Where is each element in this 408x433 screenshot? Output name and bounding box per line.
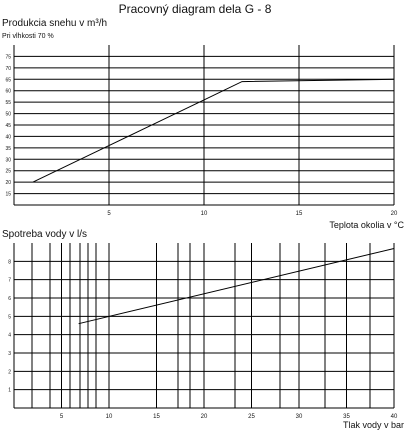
bottom-y-tick-label: 1 [8,387,11,394]
bottom-x-tick-label: 15 [153,414,160,420]
top-y-tick-label: 75 [5,54,11,61]
top-y-tick-label: 35 [5,145,11,152]
top-y-tick-label: 45 [5,123,11,129]
bottom-y-axis-label: Spotreba vody v l/s [2,229,88,240]
top-y-tick-label: 15 [5,191,11,198]
bottom-y-tick-label: 3 [8,351,11,357]
top-plot-area [5,45,398,217]
bottom-y-tick-label: 8 [8,259,11,266]
top-y-tick-label: 50 [5,111,11,118]
bottom-x-axis-label: Tlak vody v bar [342,420,404,430]
bottom-x-tick-label: 35 [343,414,350,420]
bottom-x-tick-label: 40 [390,414,398,420]
top-y-tick-label: 65 [5,77,11,84]
top-y-tick-label: 30 [5,157,11,164]
chart-title: Pracovný diagram dela G - 8 [118,2,272,16]
top-y-tick-label: 20 [5,180,11,187]
top-x-tick-label: 5 [107,211,111,217]
top-x-tick-label: 15 [295,211,303,217]
bottom-y-tick-label: 6 [8,296,11,302]
top-x-axis-label: Teplota okolia v °C [329,220,404,230]
top-y-tick-label: 25 [5,168,11,175]
top-y-axis-label: Produkcia snehu v m³/h [2,18,108,29]
bottom-y-tick-label: 5 [8,314,11,321]
top-y-tick-label: 70 [5,65,11,72]
bottom-x-tick-label: 10 [105,414,113,420]
top-x-tick-label: 10 [200,211,208,217]
bottom-plot-area [8,243,398,420]
bottom-x-tick-label: 20 [200,414,208,420]
top-subtitle: Pri vlhkosti 70 % [2,33,54,40]
top-y-tick-label: 55 [5,100,11,107]
top-y-tick-label: 60 [5,88,11,95]
bottom-y-tick-label: 4 [8,332,11,339]
top-x-tick-label: 20 [390,211,398,217]
bottom-y-tick-label: 2 [8,369,11,376]
top-y-tick-label: 40 [5,134,11,141]
bottom-y-tick-label: 7 [8,277,11,284]
bottom-x-tick-label: 25 [248,414,255,420]
bottom-x-tick-label: 5 [59,414,64,420]
bottom-x-tick-label: 30 [295,414,303,420]
top-series-line [33,79,394,182]
